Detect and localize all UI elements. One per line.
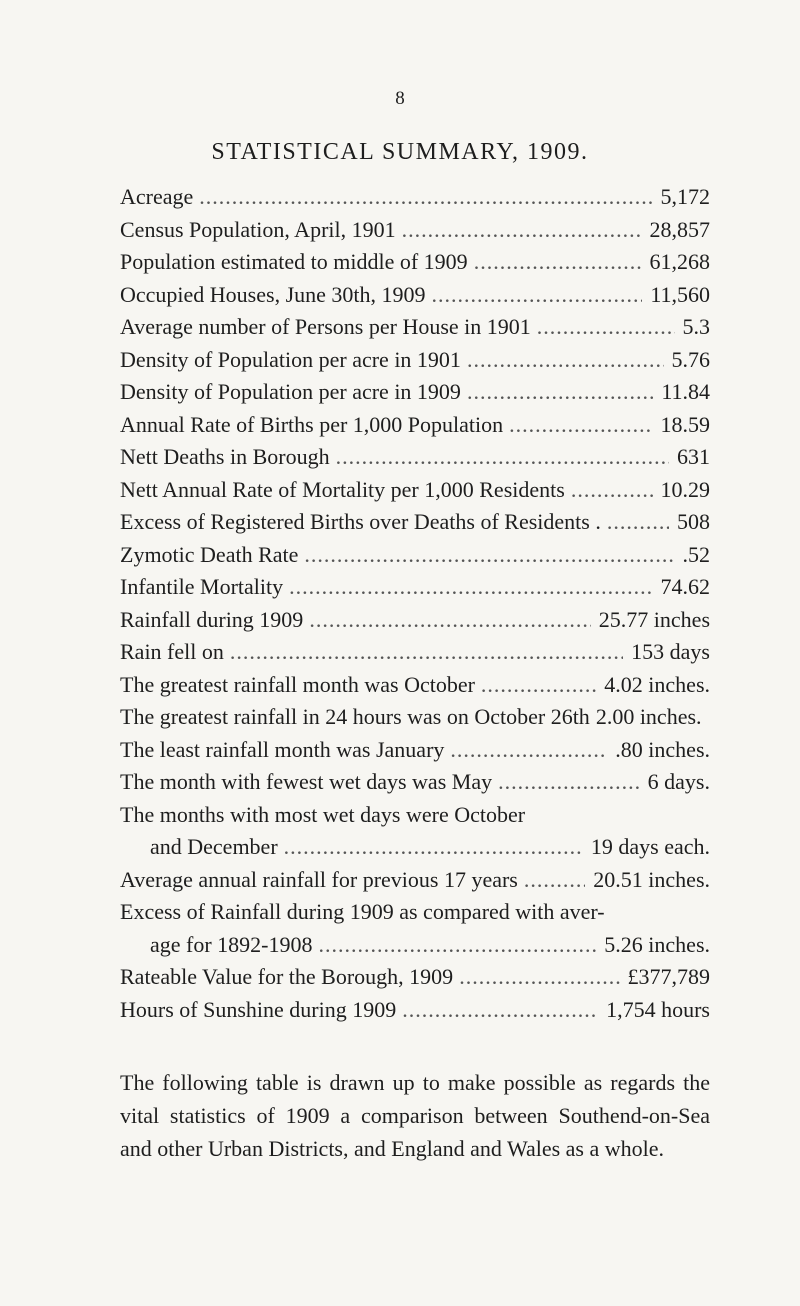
stat-value: 18.59 (660, 411, 710, 437)
stat-value: 11,560 (650, 281, 710, 307)
stat-row-mortality-rate (120, 477, 710, 510)
stat-label: Average annual rainfall for previous 17 years (120, 866, 518, 892)
dot-leader (289, 574, 652, 600)
stat-value: 1,754 hours (606, 996, 710, 1022)
stat-label: Nett Deaths in Borough (120, 444, 330, 469)
page-number: 8 (395, 88, 405, 109)
stat-label: Density of Population per acre in 1909 (120, 379, 461, 404)
stat-label: The months with most wet days were October (120, 801, 526, 827)
stat-row-census-population (120, 217, 710, 250)
stat-label: Nett Annual Rate of Mortality per 1,000 Residents (120, 476, 565, 502)
stat-row-sunshine-hours (120, 997, 710, 1030)
stat-label: Acreage (120, 184, 194, 209)
stat-row-occupied-houses (120, 282, 710, 315)
stat-row-density-1909 (120, 379, 710, 412)
stat-value: 2.00 inches. (595, 704, 702, 729)
dot-leader (524, 867, 585, 893)
stat-value: 508 (677, 509, 710, 534)
stat-label: Excess of Rainfall during 1909 as compared with aver- (120, 899, 605, 924)
stat-label: Rain fell on (120, 639, 224, 664)
stat-label: Average number of Persons per House in 1901 (120, 314, 531, 339)
stat-row-estimated-population (120, 249, 710, 282)
stat-value: 5.76 (671, 346, 710, 372)
page-title: STATISTICAL SUMMARY, 1909. (211, 139, 589, 165)
stat-row-rain-days (120, 639, 710, 672)
dot-leader (467, 379, 653, 405)
dot-leader (537, 314, 675, 340)
stat-label: The greatest rainfall month was October (120, 671, 475, 697)
stat-row-zymotic-death-rate (120, 542, 710, 575)
dot-leader (432, 282, 643, 308)
dot-leader (199, 184, 652, 210)
stat-value: 631 (677, 444, 710, 469)
stat-label: Annual Rate of Births per 1,000 Population (120, 411, 504, 437)
dot-leader (474, 249, 642, 275)
stat-row-persons-per-house (120, 314, 710, 347)
stat-value: 10.29 (660, 476, 710, 502)
stat-label: The greatest rainfall in 24 hours was on October 26th (120, 704, 590, 729)
stat-label: Excess of Registered Births over Deaths of Residents . (120, 509, 601, 534)
stat-row-birth-rate (120, 412, 710, 445)
stat-value: 25.77 inches (598, 606, 710, 632)
stat-label: and December (150, 834, 278, 859)
dot-leader (336, 444, 669, 470)
stat-value: £377,789 (627, 964, 710, 989)
stat-value: .80 inches. (615, 736, 710, 762)
stat-row-excess-rainfall-continued (120, 932, 710, 965)
dot-leader (402, 997, 598, 1023)
stat-row-most-wet-days (120, 802, 710, 835)
stat-label: Census Population, April, 1901 (120, 216, 396, 242)
dot-leader (319, 932, 597, 958)
stat-value: 5.26 inches. (604, 931, 710, 957)
dot-leader (571, 477, 653, 503)
stat-label: The month with fewest wet days was May (120, 769, 493, 794)
dot-leader (450, 737, 607, 763)
dot-leader (467, 347, 664, 373)
stat-row-excess-rainfall (120, 899, 710, 932)
statistics-list (120, 184, 710, 1029)
stat-row-fewest-wet-days (120, 769, 710, 802)
dot-leader (509, 412, 652, 438)
stat-value: 11.84 (661, 379, 710, 404)
stat-row-rateable-value (120, 964, 710, 997)
stat-row-greatest-rainfall-month (120, 672, 710, 705)
stat-value: 19 days each. (590, 834, 710, 859)
closing-paragraph: The following table is drawn up to make possible as regards the vital statistics of 1909 a comparison between Southend-on-Sea and other Urban Districts, and England and Wales as a whole. (120, 1070, 710, 1161)
stat-value: 153 days (631, 639, 710, 664)
stat-row-density-1901 (120, 347, 710, 380)
dot-leader (607, 509, 669, 535)
stat-row-nett-deaths (120, 444, 710, 477)
stat-label: Rainfall during 1909 (120, 606, 304, 632)
stat-label: Density of Population per acre in 1901 (120, 346, 461, 372)
dot-leader (230, 639, 623, 665)
stat-row-excess-births (120, 509, 710, 542)
stat-value: 74.62 (660, 574, 710, 599)
dot-leader (498, 769, 640, 795)
stat-value: 61,268 (649, 249, 710, 274)
stat-row-average-rainfall (120, 867, 710, 900)
dot-leader (481, 672, 596, 698)
stat-row-most-wet-days-continued (120, 834, 710, 867)
stat-label: Population estimated to middle of 1909 (120, 249, 468, 274)
dot-leader (284, 834, 583, 860)
stat-label: Zymotic Death Rate (120, 541, 299, 567)
stat-label: Occupied Houses, June 30th, 1909 (120, 281, 426, 307)
dot-leader (304, 542, 674, 568)
stat-value: 20.51 inches. (593, 866, 710, 892)
stat-row-rainfall (120, 607, 710, 640)
stat-row-infantile-mortality (120, 574, 710, 607)
stat-label: Rateable Value for the Borough, 1909 (120, 964, 454, 989)
dot-leader (459, 964, 619, 990)
stat-label: Hours of Sunshine during 1909 (120, 996, 397, 1022)
stat-value: 5,172 (660, 184, 710, 209)
stat-value: .52 (682, 541, 710, 567)
stat-value: 5.3 (682, 314, 710, 339)
stat-label: age for 1892-1908 (150, 931, 313, 957)
stat-value: 6 days. (647, 769, 710, 794)
stat-row-acreage (120, 184, 710, 217)
stat-label: The least rainfall month was January (120, 736, 445, 762)
stat-row-greatest-rainfall-24h (120, 704, 710, 737)
stat-row-least-rainfall-month (120, 737, 710, 770)
stat-label: Infantile Mortality (120, 574, 284, 599)
dot-leader (402, 217, 642, 243)
dot-leader (309, 607, 590, 633)
stat-value: 4.02 inches. (604, 671, 710, 697)
stat-value: 28,857 (649, 216, 710, 242)
